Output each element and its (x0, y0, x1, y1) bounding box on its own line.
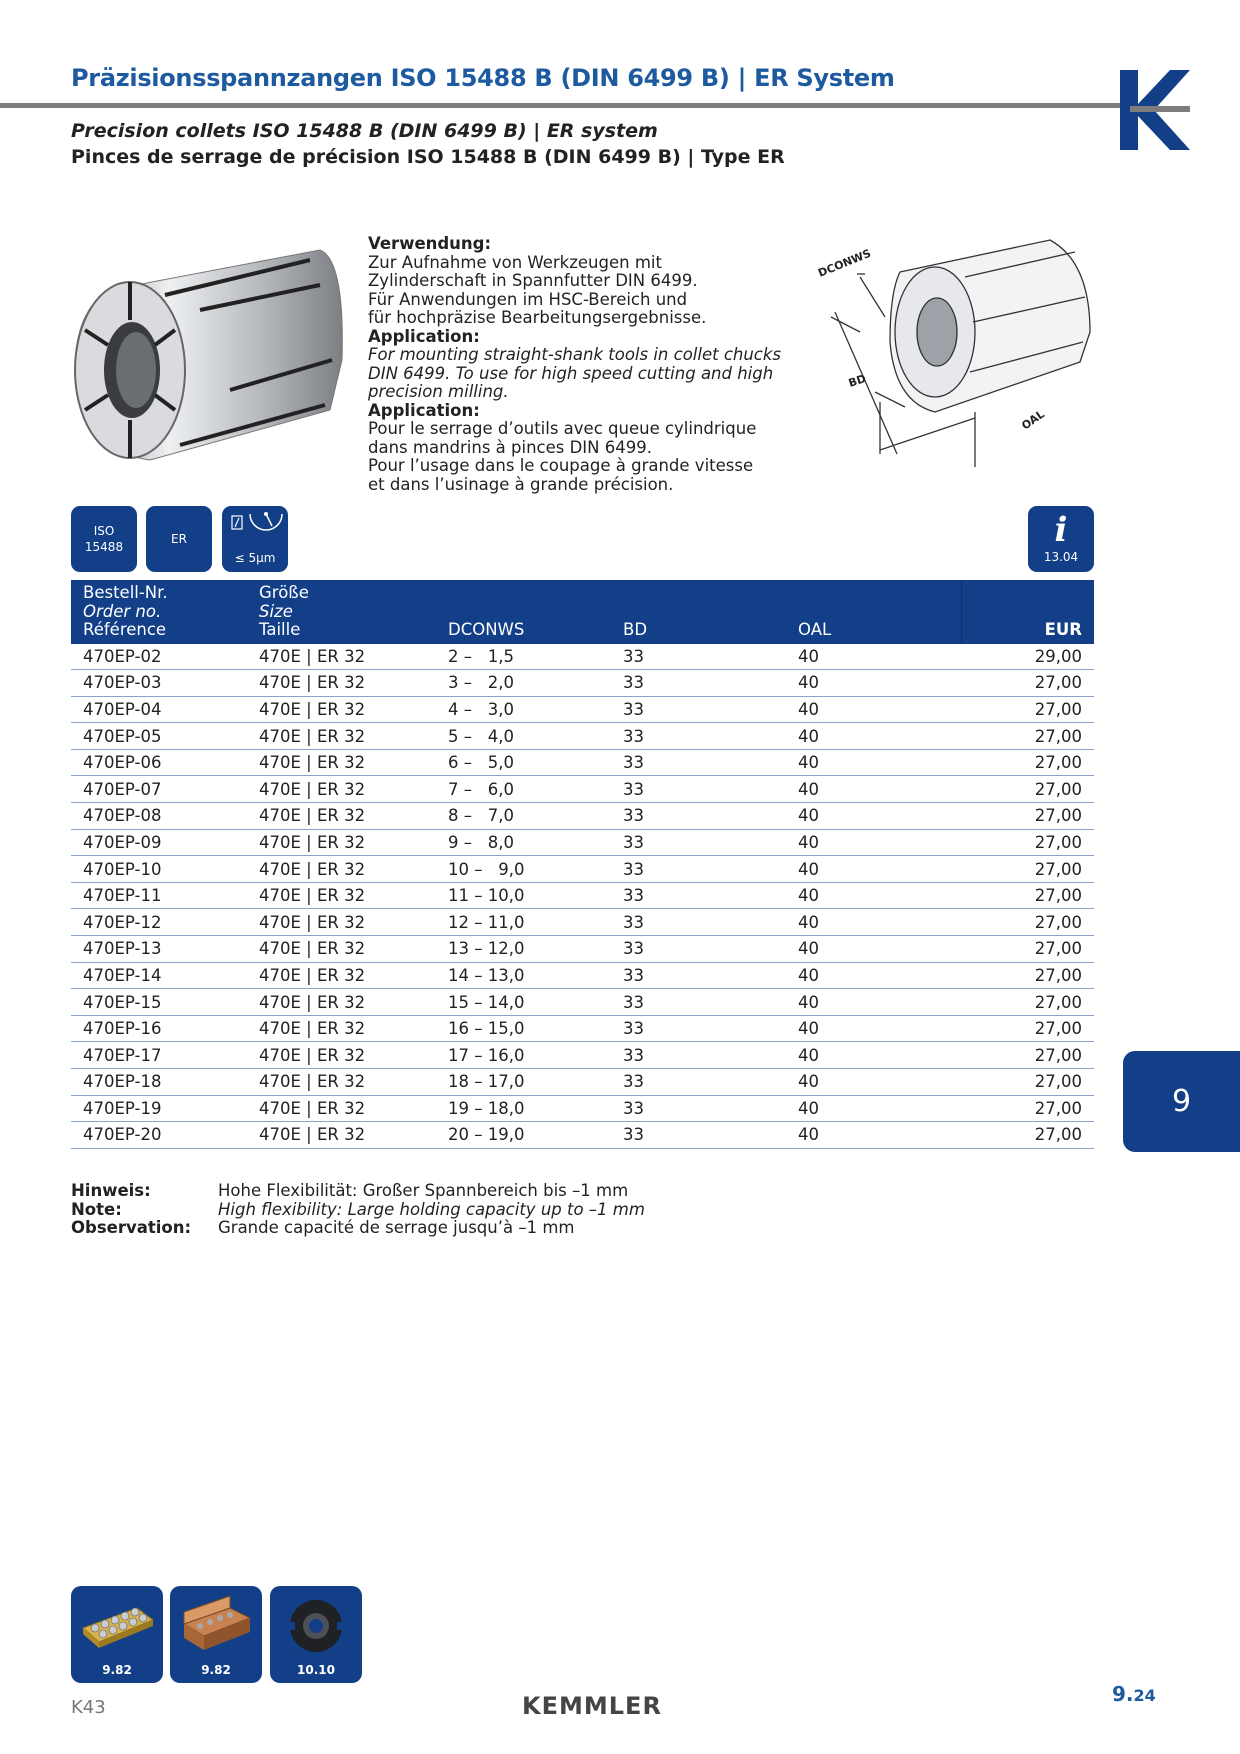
order-number-cell: 470EP-06 (71, 749, 247, 776)
size-cell: 470E | ER 32 (247, 829, 436, 856)
bd-cell: 33 (611, 962, 786, 989)
order-number-cell: 470EP-17 (71, 1042, 247, 1069)
usage-text-en: For mounting straight-shank tools in collet chucks (368, 345, 782, 364)
order-number-cell: 470EP-10 (71, 856, 247, 883)
order-header-en: Order no. (83, 601, 162, 621)
table-row (71, 1015, 1094, 1042)
size-cell: 470E | ER 32 (247, 776, 436, 803)
table-row (71, 909, 1094, 936)
oal-cell: 40 (786, 856, 961, 883)
table-row (71, 803, 1094, 830)
catalog-code: K43 (71, 1697, 106, 1718)
dconws-cell: 10 – 9,0 (436, 856, 611, 883)
size-cell: 470E | ER 32 (247, 1095, 436, 1122)
bd-cell: 33 (611, 989, 786, 1016)
size-cell: 470E | ER 32 (247, 644, 436, 670)
bd-cell: 33 (611, 909, 786, 936)
price-cell: 27,00 (961, 909, 1094, 936)
oal-cell: 40 (786, 670, 961, 697)
note-value-en: High flexibility: Large holding capacity up to –1 mm (218, 1199, 645, 1219)
table-row (71, 670, 1094, 697)
dconws-cell: 18 – 17,0 (436, 1069, 611, 1096)
order-number-cell: 470EP-09 (71, 829, 247, 856)
oal-cell: 40 (786, 1042, 961, 1069)
table-row (71, 1042, 1094, 1069)
size-header-de: Größe (259, 583, 309, 602)
table-row (71, 1095, 1094, 1122)
order-number-cell: 470EP-02 (71, 644, 247, 670)
accuracy-label: ≤ 5µm (234, 551, 276, 565)
order-number-cell: 470EP-11 (71, 882, 247, 909)
oal-cell: 40 (786, 989, 961, 1016)
size-cell: 470E | ER 32 (247, 1042, 436, 1069)
order-number-cell: 470EP-12 (71, 909, 247, 936)
table-row (71, 1122, 1094, 1149)
dconws-cell: 17 – 16,0 (436, 1042, 611, 1069)
collet-set-icon (77, 1594, 157, 1656)
price-cell: 27,00 (961, 856, 1094, 883)
oal-cell: 40 (786, 803, 961, 830)
usage-text-fr: dans mandrins à pinces DIN 6499. (368, 437, 652, 457)
size-cell: 470E | ER 32 (247, 1015, 436, 1042)
header-rule (0, 103, 1130, 108)
size-cell: 470E | ER 32 (247, 989, 436, 1016)
oal-cell: 40 (786, 936, 961, 963)
oal-cell: 40 (786, 723, 961, 750)
note-key-fr: Observation: (71, 1218, 192, 1237)
dconws-header: DCONWS (448, 620, 525, 639)
price-cell: 27,00 (961, 829, 1094, 856)
related-collet-set[interactable] (71, 1586, 163, 1683)
order-number-cell: 470EP-20 (71, 1122, 247, 1149)
related-clamping-nut[interactable] (270, 1586, 362, 1683)
bd-cell: 33 (611, 882, 786, 909)
table-row (71, 936, 1094, 963)
bd-cell: 33 (611, 749, 786, 776)
oal-cell: 40 (786, 749, 961, 776)
bd-cell: 33 (611, 670, 786, 697)
bd-label: BD (846, 372, 868, 390)
table-row (71, 829, 1094, 856)
size-cell: 470E | ER 32 (247, 749, 436, 776)
usage-text-fr: Pour l’usage dans le coupage à grande vitesse (368, 456, 754, 475)
table-row (71, 856, 1094, 883)
price-cell: 27,00 (961, 962, 1094, 989)
info-icon: i (1054, 510, 1068, 550)
bd-cell: 33 (611, 1122, 786, 1149)
price-cell: 27,00 (961, 989, 1094, 1016)
usage-text-fr: Pour le serrage d’outils avec queue cylindrique (368, 419, 757, 438)
usage-text-de: Zylinderschaft in Spannfutter DIN 6499. (368, 271, 698, 290)
table-row (71, 723, 1094, 750)
price-cell: 27,00 (961, 1095, 1094, 1122)
price-cell: 27,00 (961, 749, 1094, 776)
price-cell: 27,00 (961, 696, 1094, 723)
runout-accuracy-badge (222, 506, 288, 572)
order-number-cell: 470EP-05 (71, 723, 247, 750)
bd-cell: 33 (611, 644, 786, 670)
size-cell: 470E | ER 32 (247, 1122, 436, 1149)
price-cell: 27,00 (961, 1042, 1094, 1069)
dconws-cell: 4 – 3,0 (436, 696, 611, 723)
collet-photo (70, 240, 345, 468)
size-header-fr: Taille (259, 620, 301, 639)
price-cell: 27,00 (961, 803, 1094, 830)
dconws-cell: 14 – 13,0 (436, 962, 611, 989)
bd-cell: 33 (611, 1095, 786, 1122)
dconws-cell: 9 – 8,0 (436, 829, 611, 856)
subtitle-en: Precision collets ISO 15488 B (DIN 6499 B) | ER system (71, 120, 658, 142)
bd-cell: 33 (611, 803, 786, 830)
oal-cell: 40 (786, 1015, 961, 1042)
info-reference-badge[interactable] (1028, 506, 1094, 572)
iso-badge-line1: ISO (93, 524, 115, 538)
usage-heading-de: Verwendung: (368, 234, 492, 253)
dconws-cell: 5 – 4,0 (436, 723, 611, 750)
price-cell: 27,00 (961, 1015, 1094, 1042)
dconws-cell: 2 – 1,5 (436, 644, 611, 670)
note-key-en: Note: (71, 1199, 122, 1219)
size-cell: 470E | ER 32 (247, 1069, 436, 1096)
order-number-cell: 470EP-15 (71, 989, 247, 1016)
price-cell: 27,00 (961, 882, 1094, 909)
order-number-cell: 470EP-08 (71, 803, 247, 830)
price-cell: 27,00 (961, 670, 1094, 697)
usage-text-en: DIN 6499. To use for high speed cutting and high (368, 363, 774, 383)
note-key-de: Hinweis: (71, 1181, 151, 1200)
bd-cell: 33 (611, 829, 786, 856)
size-cell: 470E | ER 32 (247, 670, 436, 697)
page-number-main: 9. (1112, 1682, 1134, 1706)
order-header-fr: Référence (83, 620, 167, 639)
usage-description (368, 235, 788, 494)
usage-text-de: für hochpräzise Bearbeitungsergebnisse. (368, 308, 707, 327)
dconws-cell: 20 – 19,0 (436, 1122, 611, 1149)
price-cell: 29,00 (961, 644, 1094, 670)
size-cell: 470E | ER 32 (247, 856, 436, 883)
dconws-cell: 8 – 7,0 (436, 803, 611, 830)
dial-gauge-icon (226, 510, 284, 544)
er-system-badge (146, 506, 212, 572)
dconws-cell: 19 – 18,0 (436, 1095, 611, 1122)
size-header (247, 580, 436, 644)
order-header-de: Bestell-Nr. (83, 583, 168, 602)
dconws-cell: 7 – 6,0 (436, 776, 611, 803)
bd-cell: 33 (611, 1015, 786, 1042)
info-reference: 13.04 (1043, 550, 1079, 564)
dconws-cell: 13 – 12,0 (436, 936, 611, 963)
price-cell: 27,00 (961, 1069, 1094, 1096)
clamping-nut-icon (276, 1594, 356, 1656)
oal-cell: 40 (786, 1122, 961, 1149)
bd-cell: 33 (611, 936, 786, 963)
usage-heading-fr: Application: (368, 400, 480, 420)
note-block (71, 1182, 645, 1238)
oal-cell: 40 (786, 776, 961, 803)
product-table (71, 580, 1094, 1149)
order-number-cell: 470EP-16 (71, 1015, 247, 1042)
usage-text-de: Für Anwendungen im HSC-Bereich und (368, 289, 688, 309)
order-number-header (71, 580, 247, 644)
note-value-fr: Grande capacité de serrage jusqu’à –1 mm (218, 1218, 575, 1237)
order-number-cell: 470EP-03 (71, 670, 247, 697)
price-cell: 27,00 (961, 776, 1094, 803)
bd-cell: 33 (611, 1069, 786, 1096)
size-cell: 470E | ER 32 (247, 723, 436, 750)
oal-header: OAL (798, 620, 832, 639)
order-number-cell: 470EP-07 (71, 776, 247, 803)
subtitle-fr: Pinces de serrage de précision ISO 15488 B (DIN 6499 B) | Type ER (71, 146, 785, 168)
dconws-label: DCONWS (816, 246, 873, 280)
bd-cell: 33 (611, 776, 786, 803)
iso-badge-line2: 15488 (84, 540, 124, 554)
price-cell: 27,00 (961, 1122, 1094, 1149)
bd-header: BD (623, 620, 648, 639)
oal-cell: 40 (786, 1069, 961, 1096)
related-collet-box[interactable] (170, 1586, 262, 1683)
thumb-caption: 9.82 (102, 1663, 132, 1677)
table-row (71, 696, 1094, 723)
oal-cell: 40 (786, 644, 961, 670)
kemmler-logo-icon (1120, 70, 1190, 150)
price-cell: 27,00 (961, 723, 1094, 750)
bd-cell: 33 (611, 696, 786, 723)
page-number (1112, 1682, 1156, 1706)
dconws-cell: 6 – 5,0 (436, 749, 611, 776)
page-title: Präzisionsspannzangen ISO 15488 B (DIN 6499 B) | ER System (71, 64, 895, 92)
size-header-en: Size (259, 601, 293, 621)
dconws-cell: 3 – 2,0 (436, 670, 611, 697)
size-cell: 470E | ER 32 (247, 962, 436, 989)
oal-cell: 40 (786, 829, 961, 856)
table-row (71, 749, 1094, 776)
dconws-cell: 11 – 10,0 (436, 882, 611, 909)
chapter-tab[interactable]: 9 (1123, 1051, 1240, 1152)
thumb-caption: 9.82 (201, 1663, 231, 1677)
order-number-cell: 470EP-13 (71, 936, 247, 963)
bd-cell: 33 (611, 856, 786, 883)
usage-text-de: Zur Aufnahme von Werkzeugen mit (368, 252, 662, 272)
usage-text-en: precision milling. (368, 382, 509, 401)
order-number-cell: 470EP-18 (71, 1069, 247, 1096)
thumb-caption: 10.10 (297, 1663, 335, 1677)
price-cell: 27,00 (961, 936, 1094, 963)
page-number-sub: 24 (1133, 1686, 1156, 1705)
table-row (71, 989, 1094, 1016)
size-cell: 470E | ER 32 (247, 936, 436, 963)
collet-box-icon (176, 1594, 256, 1656)
order-number-cell: 470EP-19 (71, 1095, 247, 1122)
iso-standard-badge (71, 506, 137, 572)
note-value-de: Hohe Flexibilität: Großer Spannbereich bis –1 mm (218, 1181, 629, 1200)
size-cell: 470E | ER 32 (247, 803, 436, 830)
usage-text-fr: et dans l’usinage à grande précision. (368, 474, 674, 494)
dconws-cell: 16 – 15,0 (436, 1015, 611, 1042)
brand-name: KEMMLER (522, 1692, 662, 1720)
dconws-cell: 15 – 14,0 (436, 989, 611, 1016)
oal-cell: 40 (786, 962, 961, 989)
order-number-cell: 470EP-04 (71, 696, 247, 723)
bd-cell: 33 (611, 723, 786, 750)
oal-cell: 40 (786, 909, 961, 936)
collet-dimension-drawing (815, 232, 1100, 472)
price-header: EUR (961, 580, 1094, 644)
oal-cell: 40 (786, 696, 961, 723)
table-header-row (71, 580, 1094, 644)
table-row (71, 644, 1094, 670)
oal-cell: 40 (786, 882, 961, 909)
oal-label: OAL (1019, 407, 1047, 433)
oal-cell: 40 (786, 1095, 961, 1122)
table-row (71, 962, 1094, 989)
usage-heading-en: Application: (368, 326, 480, 346)
dconws-cell: 12 – 11,0 (436, 909, 611, 936)
size-cell: 470E | ER 32 (247, 696, 436, 723)
table-row (71, 776, 1094, 803)
order-number-cell: 470EP-14 (71, 962, 247, 989)
size-cell: 470E | ER 32 (247, 909, 436, 936)
table-row (71, 882, 1094, 909)
table-row (71, 1069, 1094, 1096)
er-badge-label: ER (171, 532, 187, 546)
size-cell: 470E | ER 32 (247, 882, 436, 909)
bd-cell: 33 (611, 1042, 786, 1069)
